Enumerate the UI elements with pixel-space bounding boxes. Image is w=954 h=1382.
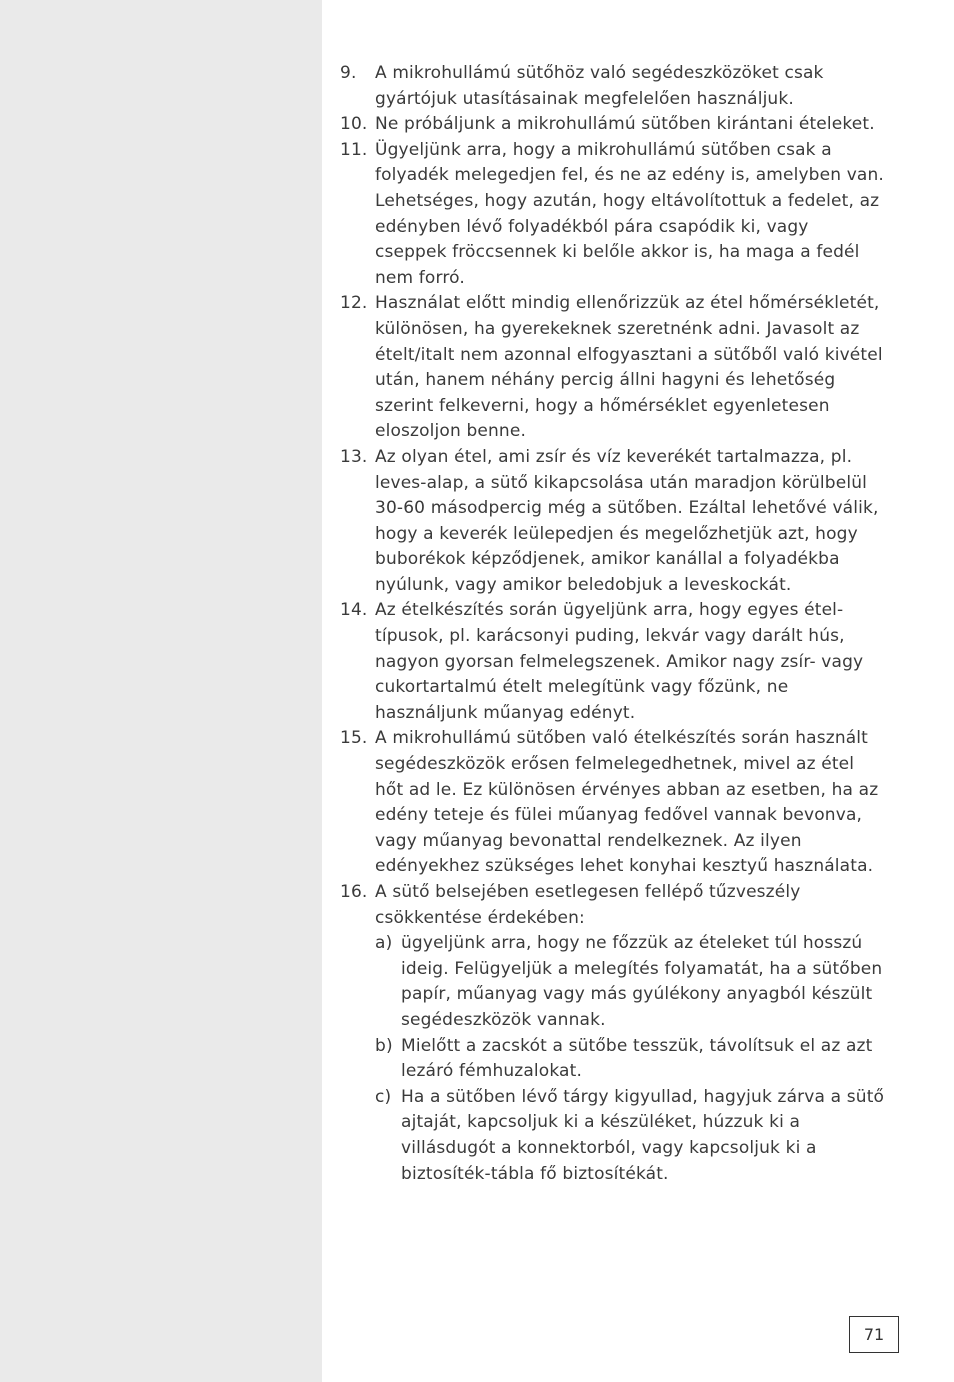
item-text: Ne próbáljunk a mikrohullámú sütőben kirántani ételeket.: [375, 114, 875, 135]
item-number: 11.: [340, 139, 368, 160]
item-number: 9.: [340, 63, 357, 83]
item-text: A mikrohullámú sütőhöz való segédeszközöket csak gyártójuk utasításainak megfelelően használjuk.: [375, 63, 824, 109]
list-item-9: [340, 61, 885, 112]
list-item-13: [340, 445, 885, 599]
sub-item-letter: c): [375, 1086, 392, 1107]
item-text: A mikrohullámú sütőben való ételkészítés során használt segédeszközök erősen felmelegedhetnek, mivel az étel hőt ad le. Ez különösen érvényes abban az esetben, ha az edény teteje és fülei műanyag fedővel vannak bevonva, vagy műanyag bevonattal rendelkeznek. Az ilyen edényekhez szükséges lehet konyhai kesztyű használata.: [375, 728, 879, 877]
list-item-10: [340, 112, 885, 138]
list-item-12: [340, 291, 885, 445]
sub-item-b: [375, 1034, 885, 1085]
item-number: 12.: [340, 293, 368, 314]
item-body: [375, 880, 885, 1187]
sub-item-letter: b): [375, 1035, 393, 1056]
page-number: 71: [863, 1325, 885, 1344]
list-item-16: [340, 880, 885, 1187]
item-number: 14.: [340, 600, 368, 621]
item-number: 16.: [340, 882, 368, 902]
sub-item-text: Mielőtt a zacskót a sütőbe tesszük, távolítsuk el az azt lezáró fémhuzalokat.: [401, 1035, 873, 1082]
item-text: Az olyan étel, ami zsír és víz keverékét tartalmazza, pl. leves-alap, a sütő kikapcsolása után maradjon körülbelül 30-60 másodpercig még a sütőben. Ezáltal lehetővé válik, hogy a keverék leülepedjen és megelőzhetjük azt, hogy buborékok képződjenek, amikor kanállal a folyadékba nyúlunk, vagy amikor beledobjuk a leveskockát.: [375, 446, 879, 595]
item-text: Használat előtt mindig ellenőrizzük az étel hőmérsékletét, különösen, ha gyerekeknek szeretnénk adni. Javasolt az ételt/italt nem azonnal elfogyasztani a sütőből való kivétel után, hanem néhány percig állni hagyni és lehetőség szerint felkeverni, hogy a hőmérséklet egyenletesen eloszoljon benne.: [375, 293, 883, 442]
list-item-14: [340, 598, 885, 726]
item-number: 15.: [340, 728, 368, 749]
side-margin-band: [0, 0, 322, 1382]
item-text: Az ételkészítés során ügyeljünk arra, hogy egyes étel-típusok, pl. karácsonyi puding, lekvár vagy darált hús, nagyon gyorsan felmelegszenek. Amikor nagy zsír- vagy cukortartalmú ételt melegítünk vagy főzünk, ne használjunk műanyag edényt.: [375, 600, 864, 723]
item-text: Ügyeljünk arra, hogy a mikrohullámú sütőben csak a folyadék melegedjen fel, és ne az edény is, amelyben van. Lehetséges, hogy azután, hogy eltávolítottuk a fedelet, az edényben lévő folyadékból pára csapódik ki, vagy cseppek fröccsennek ki belőle akkor is, ha maga a fedél nem forró.: [375, 139, 884, 288]
list-item-11: [340, 138, 885, 292]
list-item-15: [340, 726, 885, 880]
instruction-list: [340, 61, 885, 1187]
sub-item-text: ügyeljünk arra, hogy ne főzzük az ételeket túl hosszú ideig. Felügyeljük a melegítés folyamatát, ha a sütőben papír, műanyag vagy más gyúlékony anyagból készült segédeszközök vannak.: [401, 933, 883, 1030]
item-number: 13.: [340, 446, 368, 467]
item-text: A sütő belsejében esetlegesen fellépő tűzveszély csökkentése érdekében:: [375, 882, 801, 928]
page-number-box: [849, 1316, 899, 1353]
sub-item-text: Ha a sütőben lévő tárgy kigyullad, hagyjuk zárva a sütő ajtaját, kapcsoljuk ki a készüléket, húzzuk ki a villásdugót a konnektorból, vagy kapcsoljuk ki a biztosíték-tábla fő biztosítékát.: [401, 1086, 885, 1184]
sub-item-c: [375, 1085, 885, 1187]
sub-item-letter: a): [375, 933, 393, 954]
item-number: 10.: [340, 114, 368, 135]
sub-item-a: [375, 931, 885, 1033]
